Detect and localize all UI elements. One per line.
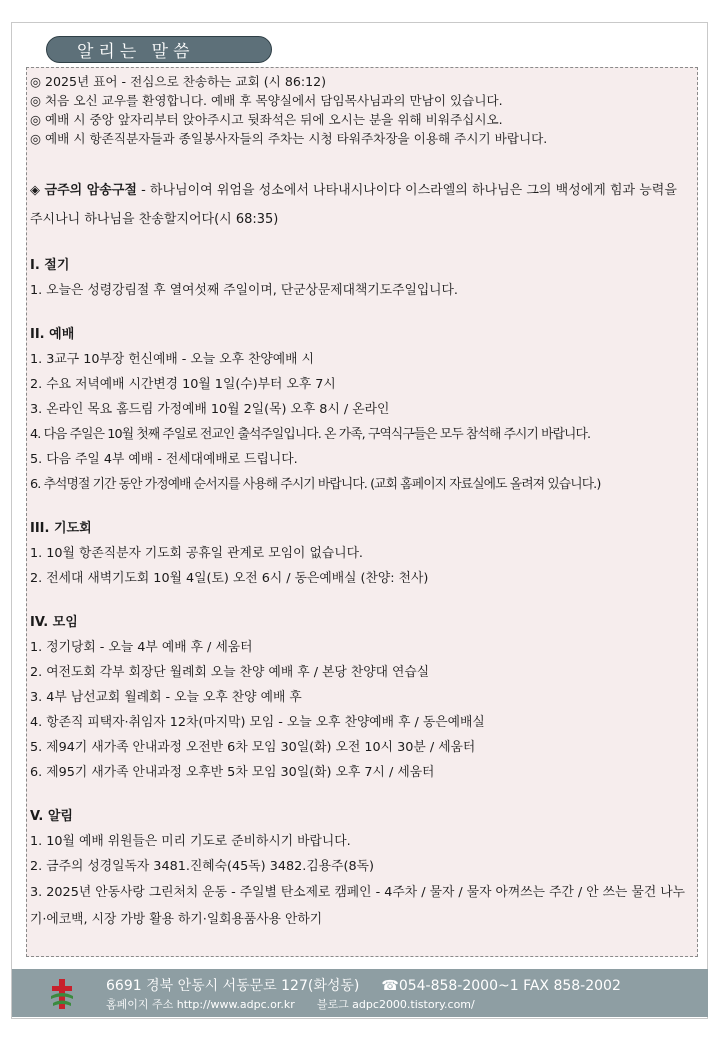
- list-item: 3. 2025년 안동사랑 그린처치 운동 - 주일별 탄소제로 캠페인 - 4주차 / 물자 / 물자 아껴쓰는 주간 / 안 쓰는 물건 나누기·에코백, 시장 가방 활용 하기·일회용품사용 안하기: [30, 885, 685, 927]
- section-heading: V. 알림: [30, 809, 73, 824]
- list-item: 4. 항존직 피택자·취임자 12차(마지막) 모임 - 오늘 오후 찬양예배 후 / 동은예배실: [30, 715, 485, 730]
- blog-link[interactable]: 블로그 adpc2000.tistory.com/: [316, 998, 475, 1011]
- list-item: 1. 10월 항존직분자 기도회 공휴일 관계로 모임이 없습니다.: [30, 546, 363, 561]
- notice-line: ◎ 처음 오신 교우를 환영합니다. 예배 후 목양실에서 담임목사님과의 만남이 있습니다.: [30, 93, 503, 108]
- memory-verse-text: - 하나님이여 위엄을 성소에서 나타내시나이다 이스라엘의 하나님은 그의 백성에게 힘과 능력을 주시나니 하나님을 찬송할지어다(시 68:35): [30, 183, 677, 227]
- list-item: 6. 추석명절 기간 동안 가정예배 순서지를 사용해 주시기 바랍니다. (교회 홈페이지 자료실에도 올려져 있습니다.): [30, 477, 601, 492]
- list-item: 2. 여전도회 각부 회장단 월례회 오늘 찬양 예배 후 / 본당 찬양대 연습실: [30, 665, 430, 680]
- page-title: 알리는 말씀: [46, 36, 272, 63]
- list-item: 2. 수요 저녁예배 시간변경 10월 1일(수)부터 오후 7시: [30, 377, 336, 392]
- church-logo-icon: [50, 979, 74, 1009]
- list-item: 3. 온라인 목요 홈드림 가정예배 10월 2일(목) 오후 8시 / 온라인: [30, 402, 390, 417]
- announcement-content: [26, 67, 698, 957]
- list-item: 4. 다음 주일은 10월 첫째 주일로 전교인 출석주일입니다. 온 가족, 구역식구들은 모두 참석해 주시기 바랍니다.: [30, 427, 591, 442]
- list-item: 3. 4부 남선교회 월례회 - 오늘 오후 찬양 예배 후: [30, 690, 302, 705]
- homepage-link[interactable]: 홈페이지 주소 http://www.adpc.or.kr: [106, 998, 295, 1011]
- list-item: 2. 금주의 성경일독자 3481.진혜숙(45독) 3482.김용주(8독): [30, 859, 374, 874]
- church-phone: ☎054-858-2000~1 FAX 858-2002: [381, 978, 621, 994]
- list-item: 1. 10월 예배 위원들은 미리 기도로 준비하시기 바랍니다.: [30, 834, 351, 849]
- memory-verse-heading: ◈ 금주의 암송구절: [30, 183, 137, 198]
- memory-verse: [30, 176, 689, 234]
- notice-line: ◎ 예배 시 중앙 앞자리부터 앉아주시고 뒷좌석은 뒤에 오시는 분을 위해 비워주십시오.: [30, 112, 503, 127]
- list-item: 2. 전세대 새벽기도회 10월 4일(토) 오전 6시 / 동은예배실 (찬양: 천사): [30, 571, 429, 586]
- church-address: 6691 경북 안동시 서동문로 127(화성동): [106, 978, 360, 994]
- section-heading: II. 예배: [30, 327, 75, 342]
- list-item: 1. 3교구 10부장 헌신예배 - 오늘 오후 찬양예배 시: [30, 352, 314, 367]
- section-heading: IV. 모임: [30, 615, 78, 630]
- list-item: 1. 오늘은 성령강림절 후 열여섯째 주일이며, 단군상문제대책기도주일입니다.: [30, 283, 458, 298]
- footer-contact: [106, 975, 621, 995]
- list-item: 6. 제95기 새가족 안내과정 오후반 5차 모임 30일(화) 오후 7시 / 세움터: [30, 765, 435, 780]
- notice-line: ◎ 예배 시 항존직분자들과 종일봉사자들의 주차는 시청 타워주차장을 이용해 주시기 바랍니다.: [30, 131, 548, 146]
- notice-line: ◎ 2025년 표어 - 전심으로 찬송하는 교회 (시 86:12): [30, 74, 327, 89]
- church-footer: [12, 969, 708, 1017]
- footer-links: [106, 996, 475, 1012]
- list-item: 5. 제94기 새가족 안내과정 오전반 6차 모임 30일(화) 오전 10시 30분 / 세움터: [30, 740, 476, 755]
- section-heading: I. 절기: [30, 258, 70, 273]
- section-heading: III. 기도회: [30, 521, 92, 536]
- list-item: 1. 정기당회 - 오늘 4부 예배 후 / 세움터: [30, 640, 253, 655]
- list-item: 5. 다음 주일 4부 예배 - 전세대예배로 드립니다.: [30, 452, 298, 467]
